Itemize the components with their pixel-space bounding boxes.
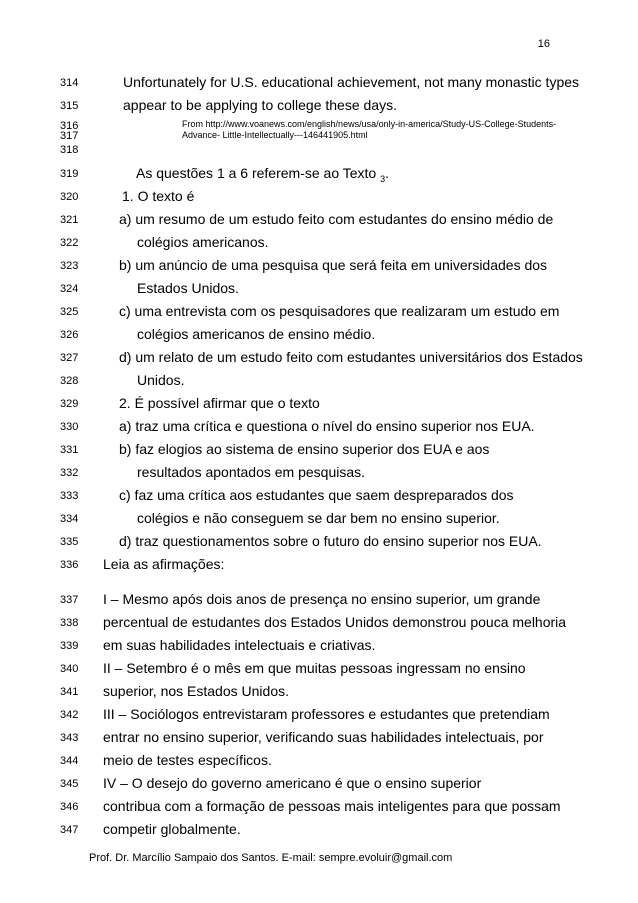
statement-iii: III – Sociólogos entrevistaram professores e estudantes que pretendiam: [103, 706, 550, 722]
line-number: 345: [60, 778, 79, 790]
option-2b-cont: resultados apontados em pesquisas.: [137, 464, 366, 480]
line-number: 326: [60, 329, 79, 341]
line-number: 332: [60, 467, 79, 479]
option-2c-cont: colégios e não conseguem se dar bem no ensino superior.: [137, 510, 500, 526]
line-number: 341: [60, 686, 79, 698]
option-1d-cont: Unidos.: [137, 372, 185, 388]
english-text-line: Unfortunately for U.S. educational achievement, not many monastic types: [123, 74, 580, 90]
statement-ii: II – Setembro é o mês em que muitas pessoas ingressam no ensino: [103, 660, 526, 676]
line-number: 340: [60, 663, 79, 675]
line-number: 329: [60, 398, 79, 410]
page-footer: Prof. Dr. Marcílio Sampaio dos Santos. E-mail: sempre.evoluir@gmail.com: [89, 852, 453, 864]
line-number: 322: [60, 237, 79, 249]
line-number: 318: [60, 144, 79, 156]
source-citation: From http://www.voanews.com/english/news/usa/only-in-america/Study-US-College-Students-: [182, 119, 557, 129]
option-2a: a) traz uma crítica e questiona o nível do ensino superior nos EUA.: [119, 418, 535, 434]
line-number: 344: [60, 755, 79, 767]
line-number: 339: [60, 640, 79, 652]
line-number: 338: [60, 617, 79, 629]
option-1d: d) um relato de um estudo feito com estudantes universitários dos Estados: [119, 349, 583, 365]
english-text-line: appear to be applying to college these days.: [123, 97, 397, 113]
option-2b: b) faz elogios ao sistema de ensino superior dos EUA e aos: [119, 441, 490, 457]
questions-intro: As questões 1 a 6 referem-se ao Texto $_3$.: [136, 165, 390, 184]
statement-iv-cont: contribua com a formação de pessoas mais inteligentes para que possam: [103, 798, 561, 814]
line-number: 316: [60, 120, 79, 132]
line-number: 346: [60, 801, 79, 813]
line-number: 330: [60, 421, 79, 433]
option-1c-cont: colégios americanos de ensino médio.: [137, 326, 376, 342]
statement-iv: IV – O desejo do governo americano é que o ensino superior: [103, 775, 482, 791]
statement-iv-cont: competir globalmente.: [103, 821, 241, 837]
line-number: 320: [60, 191, 79, 203]
line-number: 323: [60, 260, 79, 272]
text-number-subscript: 3: [380, 173, 386, 184]
line-number: 315: [60, 100, 79, 112]
option-1a-cont: colégios americanos.: [137, 234, 269, 250]
page-number: 16: [537, 38, 550, 50]
source-citation: Advance- Little-Intellectually---146441905.html: [182, 130, 368, 140]
option-1a: a) um resumo de um estudo feito com estudantes do ensino médio de: [119, 211, 554, 227]
line-number: 328: [60, 375, 79, 387]
option-1b-cont: Estados Unidos.: [137, 280, 239, 296]
line-number: 342: [60, 709, 79, 721]
option-2c: c) faz uma crítica aos estudantes que saem despreparados dos: [119, 487, 514, 503]
line-number: 324: [60, 283, 79, 295]
statement-i-cont: em suas habilidades intelectuais e criativas.: [103, 637, 376, 653]
statements-heading: Leia as afirmações:: [103, 556, 225, 572]
option-2d: d) traz questionamentos sobre o futuro do ensino superior nos EUA.: [119, 533, 542, 549]
statement-ii-cont: superior, nos Estados Unidos.: [103, 683, 289, 699]
line-number: 336: [60, 559, 79, 571]
statement-i: I – Mesmo após dois anos de presença no ensino superior, um grande: [103, 591, 541, 607]
line-number: 317: [60, 130, 79, 142]
statement-iii-cont: entrar no ensino superior, verificando suas habilidades intelectuais, por: [103, 729, 544, 745]
line-number: 333: [60, 490, 79, 502]
option-1b: b) um anúncio de uma pesquisa que será feita em universidades dos: [119, 257, 548, 273]
question-1: 1. O texto é: [122, 188, 195, 204]
statement-iii-cont: meio de testes específicos.: [103, 752, 272, 768]
statement-i-cont: percentual de estudantes dos Estados Unidos demonstrou pouca melhoria: [103, 614, 567, 630]
line-number: 331: [60, 444, 79, 456]
line-number: 334: [60, 513, 79, 525]
line-number: 321: [60, 214, 79, 226]
line-number: 314: [60, 77, 79, 89]
option-1c: c) uma entrevista com os pesquisadores que realizaram um estudo em: [119, 303, 560, 319]
question-2: 2. É possível afirmar que o texto: [119, 395, 320, 411]
line-number: 337: [60, 594, 79, 606]
line-number: 347: [60, 824, 79, 836]
line-number: 335: [60, 536, 79, 548]
line-number: 343: [60, 732, 79, 744]
line-number: 319: [60, 168, 79, 180]
line-number: 325: [60, 306, 79, 318]
line-number: 327: [60, 352, 79, 364]
